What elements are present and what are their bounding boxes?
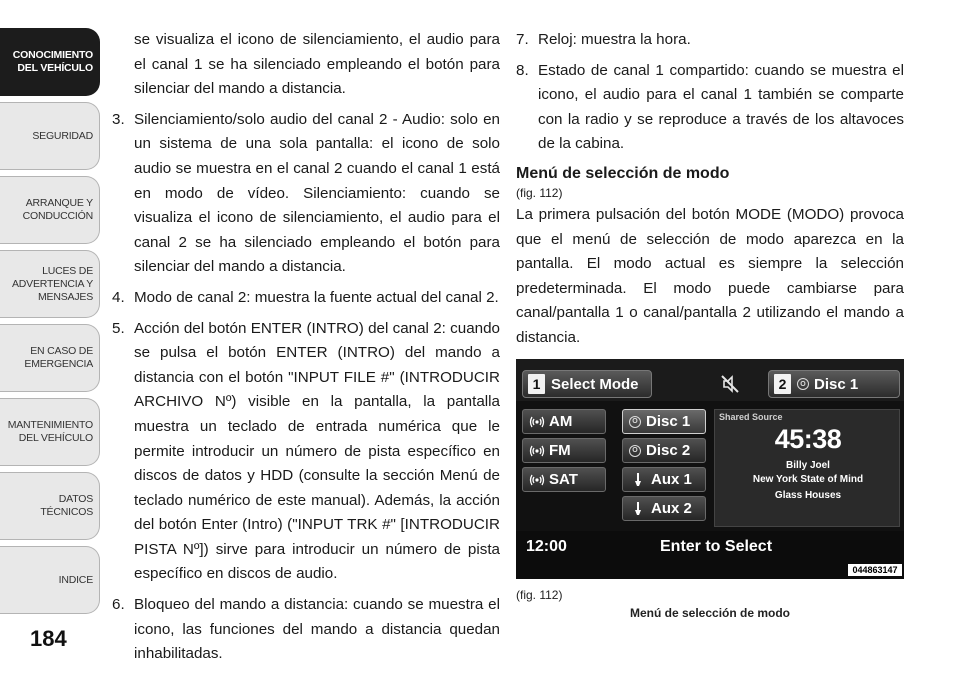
tab-label-line: CONDUCCIÓN	[22, 210, 93, 222]
source-am-button	[522, 409, 606, 434]
mute-icon	[720, 374, 740, 394]
source-sat-button	[522, 467, 606, 492]
tab-arranque-y-conduccion[interactable]	[0, 176, 100, 244]
disc-icon: O	[629, 445, 641, 457]
top-disc-label: Disc 1	[814, 375, 859, 393]
radio-waves-icon	[529, 415, 545, 429]
intro-paragraph: se visualiza el icono de silenciamiento, el audio para el canal 1 se ha silenciado empleando el botón para silenciar del mando a distancia.	[134, 31, 500, 98]
list-text: Reloj: muestra la hora.	[538, 31, 691, 48]
aux-plug-icon	[633, 502, 643, 516]
list-number: 7.	[516, 31, 529, 48]
figure-label: (fig. 112)	[516, 588, 563, 602]
list-item-8	[516, 59, 904, 157]
list-item-4	[112, 286, 500, 311]
tab-label-line: ARRANQUE Y	[25, 197, 93, 209]
tab-label-line: CONOCIMIENTO	[12, 49, 93, 61]
image-code: 044863147	[848, 564, 902, 576]
tab-seguridad[interactable]	[0, 102, 100, 170]
radio-waves-icon	[529, 473, 545, 487]
source-label: Aux 1	[651, 471, 692, 488]
artist-name: Billy Joel	[786, 460, 830, 471]
list-number: 4.	[112, 288, 125, 306]
source-label: Disc 2	[646, 442, 691, 459]
shared-source-label: Shared Source	[719, 412, 783, 422]
tab-label-line: MANTENIMIENTO	[7, 419, 93, 431]
tab-label-line: DEL VEHÍCULO	[17, 62, 93, 74]
left-column	[112, 28, 500, 673]
section-title: Menú de selección de modo	[516, 164, 730, 182]
list-item-6	[112, 593, 500, 667]
source-label: Aux 2	[651, 500, 692, 517]
tab-label-line: TÉCNICOS	[40, 506, 93, 518]
list-number: 6.	[112, 596, 125, 614]
tab-label-line: SEGURIDAD	[32, 129, 93, 142]
list-number: 3.	[112, 110, 125, 128]
mode-menu-paragraph: La primera pulsación del botón MODE (MODO) provoca que el menú de selección de modo aparezca en la pantalla. El modo actual es siempre la selección predeterminada. El modo puede cambiarse para canal/pantalla 1 o canal/pantalla 2 utilizando el mando a distancia.	[516, 205, 904, 346]
list-text: Modo de canal 2: muestra la fuente actual del canal 2.	[134, 288, 499, 306]
tab-label-line: EMERGENCIA	[24, 358, 93, 370]
screen-clock: 12:00	[526, 538, 567, 555]
tab-datos-tecnicos[interactable]	[0, 472, 100, 540]
page-number: 184	[30, 626, 67, 651]
tab-indice[interactable]	[0, 546, 100, 614]
source-label: SAT	[549, 471, 578, 488]
tab-label-line: LUCES DE	[42, 264, 93, 277]
source-label: Disc 1	[646, 413, 691, 430]
list-number: 8.	[516, 61, 529, 79]
list-number: 5.	[112, 319, 125, 337]
select-mode-button	[522, 370, 652, 398]
tab-conocimiento-del-vehiculo[interactable]	[0, 28, 100, 96]
channel-1-badge: 1	[528, 374, 545, 394]
list-text: Bloqueo del mando a distancia: cuando se muestra el icono, las funciones del mando a distancia quedan inhabilitadas.	[134, 596, 500, 663]
figure-reference: (fig. 112)	[516, 185, 563, 200]
disc-icon: O	[629, 416, 641, 428]
radio-waves-icon	[529, 444, 545, 458]
tab-label-line: DEL VEHÍCULO	[18, 432, 93, 444]
source-aux1-button	[622, 467, 706, 492]
tab-label-line: DATOS	[58, 493, 93, 505]
list-text: Silenciamiento/solo audio del canal 2 - Audio: solo en un sistema de una sola pantalla: el icono de solo audio se muestra en el canal 2 cuando el canal 1 está en modo de vídeo. Silenciamiento: cuando se visualiza el icono de silenciamiento, el audio para el canal 2 se ha silenciado empleando el botón para silenciar del mando a distancia.	[134, 110, 500, 276]
select-mode-label: Select Mode	[551, 375, 639, 393]
list-text: Acción del botón ENTER (INTRO) del canal 2: cuando se pulsa el botón ENTER (INTRO) del mando a distancia con el botón "INPUT FILE #" (INTRODUCIR ARCHIVO Nº) visible en la pantalla, la pantalla muestra un teclado de entrada numérica que le permite introducir un número de pista específico en discos de datos y HDD (consulte la sección Menú de teclado numérico de este manual). Además, la acción del botón Enter (Intro) ("INPUT TRK #" [INTRODUCIR PISTA Nº]) sirve para introducir un número de pista específico en discos de audio.	[134, 319, 500, 583]
track-time: 45:38	[774, 424, 842, 454]
enter-to-select-label: Enter to Select	[660, 538, 773, 555]
channel-2-badge: 2	[774, 374, 791, 394]
tab-luces-de-advertencia[interactable]	[0, 250, 100, 318]
tab-label-line: ADVERTENCIA Y	[11, 277, 93, 290]
source-disc2-button	[622, 438, 706, 463]
list-item-7	[516, 28, 904, 53]
source-aux2-button	[622, 496, 706, 521]
tab-label-line: EN CASO DE	[30, 345, 93, 357]
source-fm-button	[522, 438, 606, 463]
select-mode-screen-image	[516, 359, 904, 579]
channel-2-disc-button	[768, 370, 900, 398]
tab-label-line: INDICE	[58, 573, 93, 586]
tab-mantenimiento-del-vehiculo[interactable]	[0, 398, 100, 466]
right-column	[516, 28, 904, 351]
figure-caption: Menú de selección de modo	[629, 606, 791, 620]
tab-label-line: MENSAJES	[38, 290, 93, 303]
disc-icon: O	[797, 378, 809, 390]
list-item-3	[112, 108, 500, 280]
tab-en-caso-de-emergencia[interactable]	[0, 324, 100, 392]
list-item-5	[112, 317, 500, 588]
aux-plug-icon	[633, 473, 643, 487]
list-text: Estado de canal 1 compartido: cuando se muestra el icono, el audio para el canal 1 también se comparte con la radio y se reproduce a través de los altavoces de la cabina.	[538, 61, 904, 153]
source-disc1-button	[622, 409, 706, 434]
source-label: FM	[549, 442, 571, 459]
source-label: AM	[549, 413, 573, 430]
track-title: New York State of Mind	[752, 474, 864, 485]
album-title: Glass Houses	[774, 490, 842, 501]
shared-source-panel	[714, 409, 900, 527]
